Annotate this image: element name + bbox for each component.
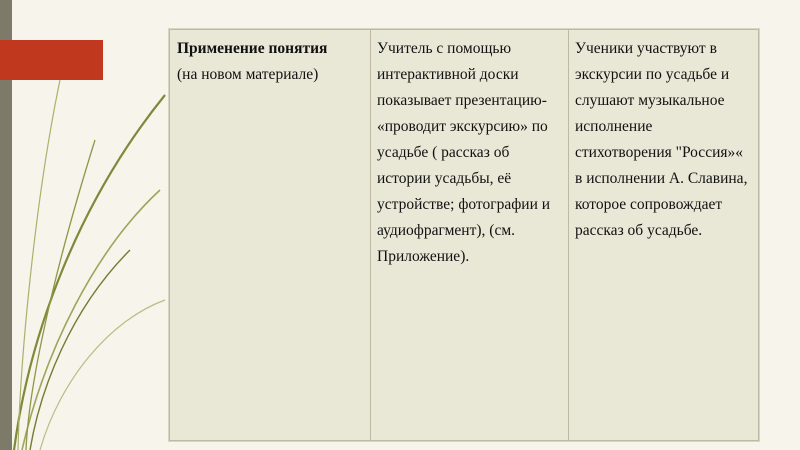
teacher-activity-cell bbox=[371, 30, 569, 441]
grass-blade bbox=[26, 140, 95, 450]
grass-blade bbox=[30, 250, 130, 450]
stage-note: (на новом материале) bbox=[177, 66, 319, 83]
red-accent-tab bbox=[0, 40, 103, 80]
table-row bbox=[170, 30, 759, 441]
stage-heading: Применение понятия bbox=[177, 40, 328, 57]
teacher-activity-text: Учитель с помощью интерактивной доски показывает презентацию- «проводит экскурсию» по усадьбе ( рассказ об истории усадьбы, её устройстве; фотографии и аудиофрагмент), (см. Приложение). bbox=[377, 40, 551, 265]
student-activity-cell bbox=[569, 30, 759, 441]
stage-cell bbox=[170, 30, 371, 441]
student-activity-text: Ученики участвуют в экскурсии по усадьбе и слушают музыкальное исполнение стихотворения "Россия»« в исполнении А. Славина, которое сопровождает рассказ об усадьбе. bbox=[575, 40, 748, 239]
grass-blade bbox=[22, 190, 160, 450]
grass-blade bbox=[40, 300, 165, 450]
lesson-table bbox=[168, 28, 760, 442]
lesson-table-grid bbox=[169, 29, 759, 441]
